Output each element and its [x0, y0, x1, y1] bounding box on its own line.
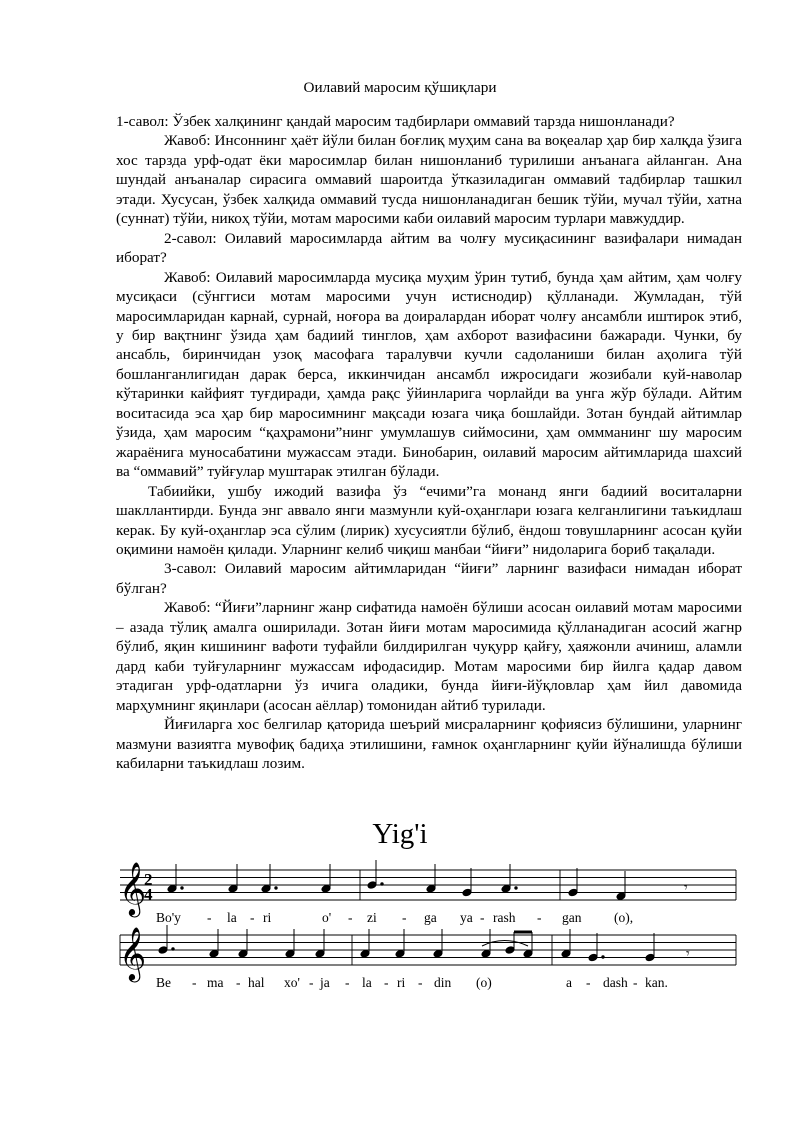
lyric-syllable: ya — [460, 910, 473, 925]
notes-line-2 — [158, 925, 690, 962]
notes-line-1 — [167, 860, 688, 900]
answer-2-continued: Табиийки, ушбу ижодий вазифа ўз “ечими”га монанд янги бадиий воситаларни шакллантирди. Бунда энг аввало янги мазмунли куй-оҳанглари юзага келганлигини таъкидлаш керак. Бу куй-оҳанглар эса сўлим (лирик) хусусиятли бўлиб, ёндош товушларнинг асосан қуйи оқимини намоён қилади. Уларнинг келиб чиқиш манбаи “йиғи” нидоларига бориб тақалади. — [116, 482, 742, 558]
lyric-hyphen: - — [348, 910, 353, 925]
staff-2 — [120, 935, 736, 965]
question-2: 2-савол: Оилавий маросимларда айтим ва чолғу мусиқасининг вазифалари нимадан иборат? — [116, 229, 742, 267]
lyric-hyphen: - — [192, 975, 197, 990]
lyric-hyphen: - — [384, 975, 389, 990]
lyric-hyphen: - — [207, 910, 212, 925]
treble-clef-icon: 𝄞 — [119, 861, 147, 915]
lyric-syllable: ri — [397, 975, 406, 990]
lyric-syllable: rash — [493, 910, 516, 925]
slur — [482, 941, 528, 947]
lyric-syllable: a — [566, 975, 572, 990]
lyric-hyphen: - — [418, 975, 423, 990]
lyric-hyphen: - — [236, 975, 241, 990]
lyric-syllable: o' — [322, 910, 332, 925]
time-signature-denominator: 4 — [144, 885, 153, 904]
lyric-syllable: Bo'y — [156, 910, 181, 925]
lyric-syllable: (o) — [476, 975, 492, 990]
treble-clef-icon: 𝄞 — [119, 926, 147, 980]
score-title: Yig'i — [372, 818, 428, 850]
lyric-syllable: ga — [424, 910, 437, 925]
question-3: 3-савол: Оилавий маросим айтимларидан “йиғи” ларнинг вазифаси нимадан иборат бўлган? — [116, 560, 742, 597]
question-1: 1-савол: Ўзбек халқининг қандай маросим тадбирлари оммавий тарзда нишонланади? — [116, 113, 675, 130]
document-body — [116, 112, 742, 773]
answer-3: Жавоб: “Йиғи”ларнинг жанр сифатида намоён бўлиши асосан оилавий мотам маросими – азада тўлиқ амалга оширилади. Зотан йиғи мотам маросимида қўлланадиган асосий жагнр бўлиб, яқин кишининг вафоти туфайли билдирилган чуқурр қайғу, ҳаяжонли ачиниш, аламли дард каби туйғуларнинг мужассам ифодасидир. Мотам маросими бир йилга қадар давом этадиган урф-одатларни ўз ичига оладики, бунда йиғи-йўқловлар ҳам йил давомида марҳумнинг яқинлари (асосан аёллар) томонидан айтиб турилади. — [116, 599, 742, 714]
answer-1: Жавоб: Инсоннинг ҳаёт йўли билан боғлиқ муҳим сана ва воқеалар ҳар бир халқда ўзига хос тарзда урф-одат ёки маросимлар билан нишонланиб турилиши анъанага айланган. Ана шундай анъаналар сирасига оммавий шароитда ўтказиладиган оммавий тадбирлар ташкил этади. Хусусан, ўзбек халқида оммавий тусда нишонланадиган бешик тўйи, мучал тўйи, хатна (суннат) тўйи, никоҳ тўйи, мотам маросими каби оилавий маросим турлари мавжуддир. — [116, 132, 742, 228]
lyric-syllable: kan. — [645, 975, 668, 990]
lyric-syllable: gan — [562, 910, 582, 925]
lyric-syllable: (o), — [614, 910, 634, 925]
lyric-syllable: ja — [320, 975, 330, 990]
lyric-hyphen: - — [633, 975, 638, 990]
music-score — [100, 850, 740, 1000]
lyric-syllable: ma — [207, 975, 224, 990]
lyric-syllable: dash — [603, 975, 628, 990]
lyric-syllable: Be — [156, 975, 171, 990]
staff-1 — [120, 870, 736, 900]
lyric-syllable: din — [434, 975, 452, 990]
lyric-hyphen: - — [537, 910, 542, 925]
lyric-hyphen: - — [586, 975, 591, 990]
svg-text:𝄾: 𝄾 — [684, 880, 688, 896]
answer-2: Жавоб: Оилавий маросимларда мусиқа муҳим ўрин тутиб, бунда ҳам айтим, ҳам чолғу мусиқаси (сўнггиси мотам маросими учун истиснодир) қўлланади. Жумладан, тўй маросимларидан карнай, сурнай, ноғора ва доиралардан иборат чолғу ансамбли иштирок этиб, у бир вақтнинг ўзида ҳам бадиий тинглов, ҳам ахборот вазифасини бажаради. Чунки, бу ансабль, биринчидан узоқ масофага таралувчи кучли садоланиши билан аҳолига тўй бошланганлигидан дарак берса, иккинчидан ансамбл ижросидаги жозибали куй-наволар кўтаринки кайфият туғдиради, ҳамда рақс ўйинларига чорлайди ва унга жўр бўлади. Айтим воситасида эса ҳар бир маросимнинг мақсади юзага чиқа бошлайди. Зотан бундай айтимлар ўзида, ҳам маросим “қаҳрамони”нинг умумлашув сиймосини, ҳам оммманинг шу маросим жараёнига муносабатини мужассам этади. Бинобарин, оилавий маросим айтимларида шахсий ва “оммавий” туйғулар муштарак этилган бўлади. — [116, 268, 742, 481]
document-title: Оилавий маросим қўшиқлари — [303, 79, 497, 96]
lyric-hyphen: - — [309, 975, 314, 990]
lyric-hyphen: - — [402, 910, 407, 925]
lyric-syllable: la — [362, 975, 372, 990]
lyric-syllable: hal — [248, 975, 265, 990]
lyric-syllable: la — [227, 910, 237, 925]
svg-text:𝄾: 𝄾 — [686, 946, 690, 962]
lyric-hyphen: - — [345, 975, 350, 990]
lyric-hyphen: - — [480, 910, 485, 925]
time-signature-numerator: 2 — [144, 870, 153, 889]
lyric-hyphen: - — [250, 910, 255, 925]
answer-3-continued: Йиғиларга хос белгилар қаторида шеърий мисраларнинг қофиясиз бўлишини, уларнинг мазмуни вазиятга мувофиқ бадиҳа этилишини, ғамнок оҳангларнинг қуйи йўналишда бўлиши кабиларни таъкидлаш лозим. — [116, 716, 742, 772]
lyrics-line-2 — [156, 975, 668, 990]
lyric-syllable: xo' — [284, 975, 300, 990]
lyric-syllable: ri — [263, 910, 272, 925]
lyric-syllable: zi — [367, 910, 377, 925]
lyrics-line-1 — [156, 910, 633, 925]
